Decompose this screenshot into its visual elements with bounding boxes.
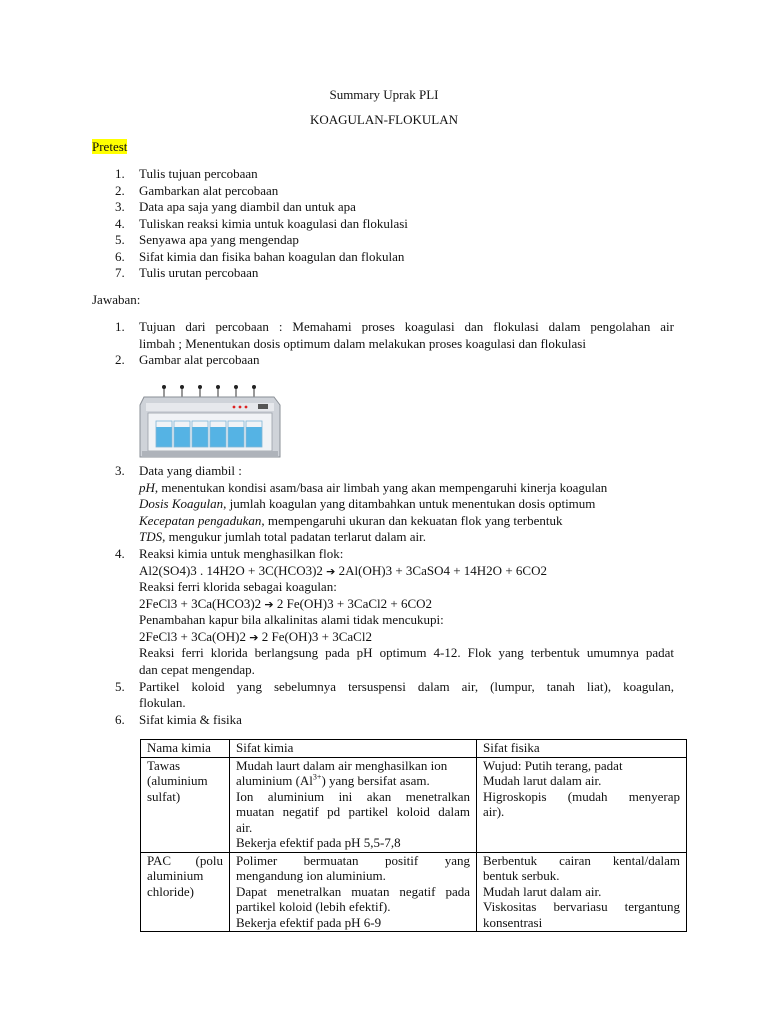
cell-line: konsentrasi: [483, 914, 543, 930]
list-number: 4.: [115, 546, 125, 561]
cell-line: sulfat): [147, 788, 181, 804]
answer-2: Gambar alat percobaan: [139, 352, 260, 367]
list-number: 5.: [115, 232, 125, 247]
term-tds: TDS: [139, 529, 163, 544]
list-number: 3.: [115, 463, 125, 478]
answer-3-ph: [139, 480, 674, 497]
cell-line: mengandung ion aluminium.: [236, 868, 386, 883]
cell-line: Wujud: Putih terang, padat: [483, 757, 623, 773]
cell-line: partikel koloid (lebih efektif).: [236, 899, 391, 914]
answer-3-tds: [139, 529, 674, 546]
answer-1-line-2: limbah ; Menentukan dosis optimum dalam melakukan proses koagulasi dan flokulasi: [139, 335, 586, 351]
answer-6: Sifat kimia & fisika: [139, 712, 242, 727]
cell-line: air.: [236, 819, 253, 835]
cell-chem-pac: [230, 852, 477, 932]
equation-2: [139, 596, 674, 614]
cell-line: Mudah larut dalam air.: [483, 883, 602, 899]
arrow-right-icon: ➔: [249, 630, 259, 644]
properties-table: [140, 739, 687, 932]
header-sifat-fisika: Sifat fisika: [477, 740, 687, 758]
table-row: [141, 757, 687, 852]
answer-3-intro: Data yang diambil :: [139, 463, 242, 478]
cell-line: aluminium: [147, 868, 204, 883]
cell-line: Polimer bermuatan positif yang: [236, 852, 470, 868]
ph-description: , menentukan kondisi asam/basa air limbah yang akan mempengaruhi kinerja koagulan: [154, 479, 608, 495]
ferri-note-line-1: Reaksi ferri klorida berlangsung pada pH optimum 4-12. Flok yang terbentuk umumnya padat: [139, 645, 674, 660]
equation-left: 2FeCl3 + 3Ca(OH)2: [139, 628, 246, 644]
kecepatan-description: , mempengaruhi ukuran dan kekuatan flok yang terbentuk: [261, 512, 563, 528]
list-item: Tulis urutan percobaan: [139, 265, 259, 280]
cell-line: Mudah larut dalam air.: [483, 773, 602, 788]
arrow-right-icon: ➔: [326, 564, 336, 578]
cell-line: Berbentuk cairan kental/dalam: [483, 852, 680, 868]
cell-line: Dapat menetralkan muatan negatif pada: [236, 883, 470, 899]
list-number: 3.: [115, 199, 125, 214]
kapur-intro: Penambahan kapur bila alkalinitas alami tidak mencukupi:: [139, 612, 444, 627]
cell-line: Viskositas bervariasu tergantung: [483, 899, 680, 914]
tds-description: , mengukur jumlah total padatan terlarut dalam air.: [162, 529, 427, 544]
header-sifat-kimia: Sifat kimia: [230, 740, 477, 758]
answer-3-dosis: [139, 496, 674, 513]
list-number: 2.: [115, 352, 125, 367]
list-item: Tulis tujuan percobaan: [139, 166, 258, 181]
list-item: Tuliskan reaksi kimia untuk koagulasi dan flokulasi: [139, 215, 408, 231]
answers-heading: Jawaban:: [92, 292, 141, 307]
apparatus-top-panel: [146, 403, 274, 411]
answer-5-line-2: flokulan.: [139, 695, 186, 710]
superscript-charge: 3+: [312, 772, 322, 782]
answer-5-line-1: Partikel koloid yang sebelumnya tersuspensi dalam air, (lumpur, tanah liat), koagulan,: [139, 678, 674, 694]
cell-line: Bekerja efektif pada pH 6-9: [236, 914, 382, 930]
cell-line: [236, 773, 470, 789]
list-item: Sifat kimia dan fisika bahan koagulan dan flokulan: [139, 248, 405, 264]
list-number: 1.: [115, 319, 125, 334]
list-item: Gambarkan alat percobaan: [139, 182, 279, 198]
cell-line: Mudah laurt dalam air menghasilkan ion: [236, 757, 448, 773]
cell-line: Tawas: [147, 757, 181, 773]
cell-line: bentuk serbuk.: [483, 868, 560, 883]
answer-4-intro: Reaksi kimia untuk menghasilkan flok:: [139, 546, 344, 561]
list-number: 5.: [115, 678, 125, 694]
list-number: 1.: [115, 166, 125, 181]
text-fragment: aluminium (Al: [236, 773, 313, 788]
list-number: 4.: [115, 215, 125, 231]
header-nama-kimia: Nama kimia: [141, 740, 230, 758]
cell-line: chloride): [147, 883, 194, 899]
jar-test-apparatus-image: [138, 381, 282, 461]
cell-name-pac: [141, 852, 230, 932]
cell-line: air).: [483, 804, 505, 819]
answer-1-line-1: Tujuan dari percobaan : Memahami proses koagulasi dan flokulasi dalam pengolahan air: [139, 319, 674, 334]
list-item: Data apa saja yang diambil dan untuk apa: [139, 199, 356, 214]
cell-phys-pac: [477, 852, 687, 932]
equation-1: [139, 563, 674, 581]
list-number: 7.: [115, 265, 125, 280]
list-number: 2.: [115, 182, 125, 198]
cell-chem-tawas: [230, 757, 477, 852]
term-kecepatan: Kecepatan pengadukan: [139, 512, 262, 528]
cell-line: muatan negatif pd partikel koloid dalam: [236, 804, 470, 819]
cell-line: Ion aluminium ini akan menetralkan: [236, 788, 470, 804]
equation-3: [139, 629, 674, 647]
equation-left: Al2(SO4)3 . 14H2O + 3C(HCO3)2: [139, 562, 323, 578]
ferri-note-line-2: dan cepat mengendap.: [139, 661, 255, 677]
arrow-right-icon: ➔: [264, 597, 274, 611]
document-title: Summary Uprak PLI: [329, 87, 439, 102]
document-subtitle: KOAGULAN-FLOKULAN: [309, 112, 459, 127]
cell-line: PAC (polu: [147, 852, 223, 868]
list-item: Senyawa apa yang mengendap: [139, 232, 299, 247]
cell-line: (aluminium: [147, 773, 208, 788]
equation-right: 2 Fe(OH)3 + 3CaCl2: [261, 628, 372, 644]
ferri-intro: Reaksi ferri klorida sebagai koagulan:: [139, 579, 337, 594]
text-fragment: ) yang bersifat asam.: [321, 773, 430, 788]
term-ph: pH: [139, 479, 155, 495]
table-header-row: [141, 740, 687, 758]
cell-line: Higroskopis (mudah menyerap: [483, 788, 680, 804]
answer-3-kecepatan: [139, 513, 674, 530]
list-number: 6.: [115, 248, 125, 264]
term-dosis: Dosis Koagulan: [139, 496, 224, 511]
equation-left: 2FeCl3 + 3Ca(HCO3)2: [139, 595, 262, 611]
equation-right: 2Al(OH)3 + 3CaSO4 + 14H2O + 6CO2: [338, 562, 547, 578]
cell-phys-tawas: [477, 757, 687, 852]
dosis-description: , jumlah koagulan yang ditambahkan untuk menentukan dosis optimum: [223, 496, 596, 511]
pretest-highlight: Pretest: [92, 139, 128, 154]
table-row: [141, 852, 687, 932]
cell-name-tawas: [141, 757, 230, 852]
cell-line: Bekerja efektif pada pH 5,5-7,8: [236, 835, 401, 850]
list-number: 6.: [115, 712, 125, 727]
pretest-heading: [92, 139, 127, 155]
equation-right: 2 Fe(OH)3 + 3CaCl2 + 6CO2: [276, 595, 433, 611]
